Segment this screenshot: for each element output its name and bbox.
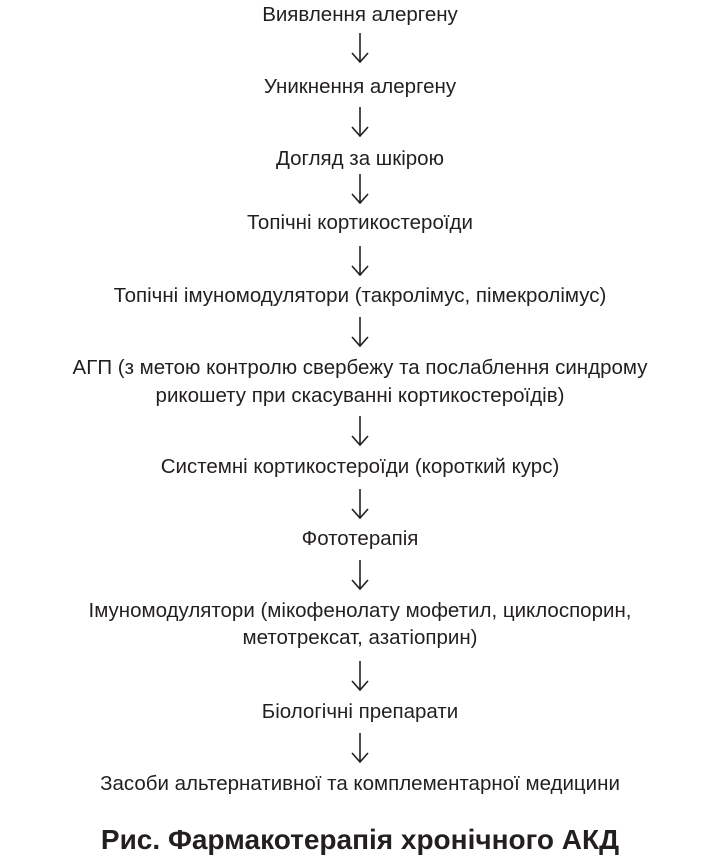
step-antihistamines: [0, 355, 720, 408]
step-line: АГП (з метою контролю свербежу та послаблення синдрому: [72, 356, 648, 379]
step-line: рикошету при скасуванні кортикостероїдів): [155, 384, 565, 407]
step-allergen-avoidance: [0, 74, 720, 99]
down-arrow-icon: [350, 106, 370, 138]
step-immunomodulators: [0, 598, 720, 650]
down-arrow-icon: [350, 660, 370, 692]
step-line: Засоби альтернативної та комплементарної медицини: [100, 772, 620, 795]
step-line: Уникнення алергену: [263, 75, 457, 98]
down-arrow-icon: [350, 488, 370, 520]
step-phototherapy: [0, 526, 720, 551]
step-skin-care: [0, 146, 720, 171]
step-biologics: [0, 699, 720, 724]
down-arrow-icon: [350, 415, 370, 447]
step-line: Фототерапія: [301, 527, 419, 550]
step-line: Виявлення алергену: [262, 3, 458, 26]
step-line: Імуномодулятори (мікофенолату мофетил, циклоспорин,: [88, 599, 632, 622]
down-arrow-icon: [350, 173, 370, 205]
step-allergen-detection: [0, 2, 720, 27]
step-line: Догляд за шкірою: [276, 147, 444, 170]
down-arrow-icon: [350, 732, 370, 764]
step-systemic-corticosteroids: [0, 454, 720, 479]
step-alternative-medicine: [0, 771, 720, 796]
down-arrow-icon: [350, 32, 370, 64]
figure-caption: Рис. Фармакотерапія хронічного АКД: [100, 824, 620, 855]
step-topical-corticosteroids: [0, 210, 720, 235]
step-topical-immunomodulators: [0, 283, 720, 308]
down-arrow-icon: [350, 559, 370, 591]
step-line: метотрексат, азатіоприн): [242, 626, 478, 649]
down-arrow-icon: [350, 245, 370, 277]
down-arrow-icon: [350, 316, 370, 348]
step-line: Топічні кортикостероїди: [247, 211, 473, 234]
step-line: Біологічні препарати: [261, 700, 459, 723]
step-line: Системні кортикостероїди (короткий курс): [160, 455, 560, 478]
step-line: Топічні імуномодулятори (такролімус, пімекролімус): [113, 284, 607, 307]
